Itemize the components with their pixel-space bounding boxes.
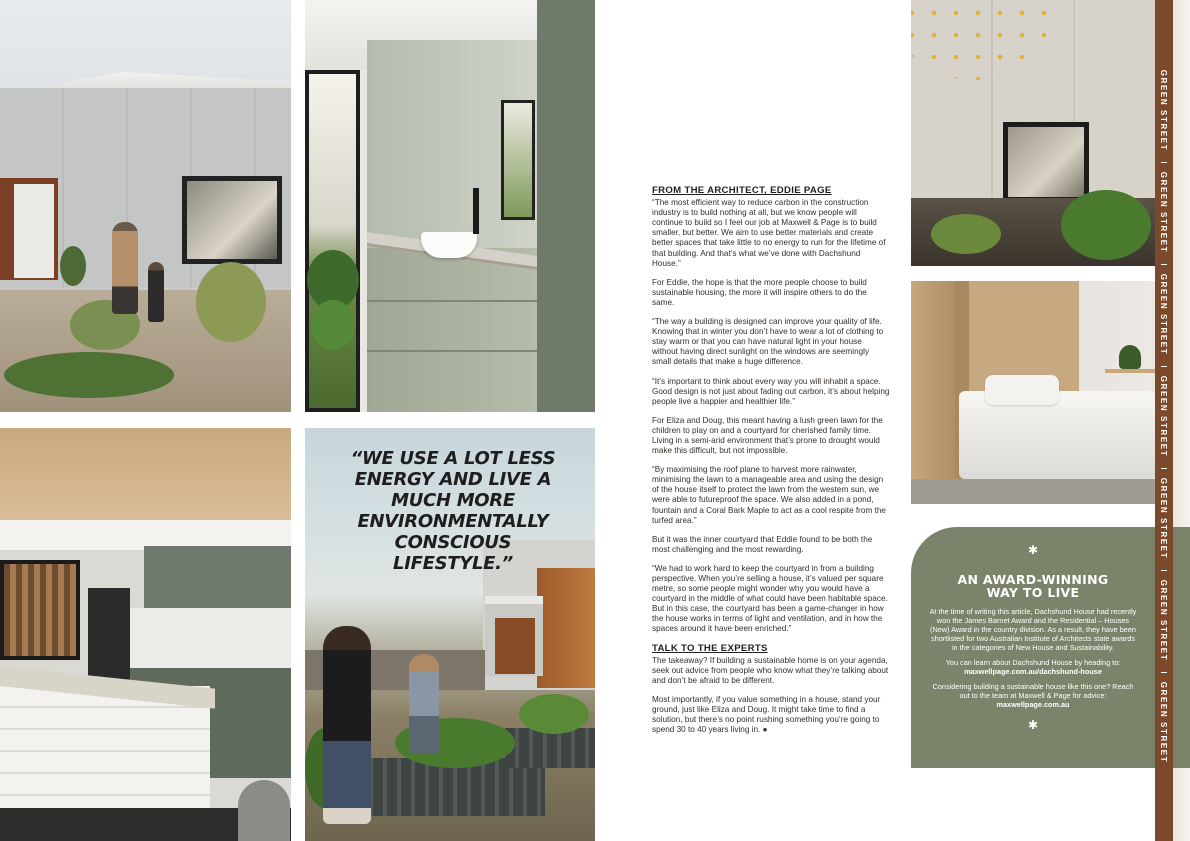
black-tap <box>473 188 479 234</box>
fridge <box>88 588 130 688</box>
courtyard-window <box>1003 122 1089 202</box>
section-label-text: GREEN STREET <box>1159 477 1169 559</box>
indoor-plant <box>311 300 355 350</box>
paragraph: “We had to work hard to keep the courtyard in from a building perspective. When you’re selling a house, it’s valued per square metre, so some people might wonder why you would have a courtyard in the middle of what could have been habitable space. But in this case, the courtyard has been a game-changer in how the house works in terms of light and ventilation, and in how the spaces around it have been enriched.” <box>652 563 888 634</box>
section-label <box>1156 364 1172 468</box>
award-title-line: AN AWARD-WINNING <box>957 572 1109 587</box>
section-label <box>1156 262 1172 366</box>
star-icon: ✱ <box>1027 543 1039 557</box>
section-side-strip <box>1155 0 1190 841</box>
wardrobe <box>911 281 957 504</box>
paragraph: But it was the inner courtyard that Eddie found to be both the most challenging and the most rewarding. <box>652 534 873 554</box>
paragraph: Most importantly, if you value something in a house, stand your ground, just like Eliza and Doug. It might take time to find a solution, but there’s no point rushing something you’re going to spend 30 to 40 years living in. ● <box>652 694 881 735</box>
bedroom-photo <box>911 281 1155 504</box>
paragraph: “By maximising the roof plane to harvest more rainwater, minimising the lawn to a manageable area and using the design of the house itself to protect the lawn from the western sun, we were able to futureproof the space. We also added in a pond, fountain and a Coral Bark Maple to act as a cool respite from the turfed area.” <box>652 465 886 525</box>
section-heading: TALK TO THE EXPERTS <box>652 642 768 654</box>
shed <box>485 596 543 676</box>
vegetable-plants <box>519 694 589 734</box>
potted-plant <box>1119 345 1141 369</box>
raised-garden-bed <box>505 728 595 768</box>
article-column <box>652 186 890 744</box>
basin <box>421 232 477 258</box>
section-label-text: GREEN STREET <box>1159 681 1169 763</box>
garden-photo <box>305 428 595 841</box>
child-figure <box>409 654 439 754</box>
garden-shrub <box>60 246 86 286</box>
award-title <box>911 573 1155 599</box>
section-heading: FROM THE ARCHITECT, EDDIE PAGE <box>652 185 832 196</box>
section-label <box>1156 160 1172 264</box>
section-label-text: GREEN STREET <box>1159 273 1169 355</box>
drawer-line <box>367 350 537 352</box>
star-icon: ✱ <box>1027 718 1039 732</box>
mother-figure <box>323 626 371 824</box>
bedroom-floor <box>911 479 1155 504</box>
paragraph: “The most efficient way to reduce carbon in the construction industry is to build nothing at all, but we know people will continue to build so I feel our job at Maxwell & Page is to build smaller, but better. We aim to use better materials and create better spaces that take little to no energy to run for the lifetime of that building. And that’s what we’ve done with Dachshund House.” <box>652 198 886 268</box>
pillow <box>985 375 1059 405</box>
child-figure <box>148 262 164 322</box>
house-window <box>182 176 282 264</box>
award-body: At the time of writing this article, Dachshund House had recently won the James Barnet Award and the Residential – Houses (New) Award in the country division. As a result, they have been shortlisted for two Australian Institute of Architects state awards in the categories of New House and Sustainability. <box>929 607 1137 652</box>
paragraph: For Eliza and Doug, this meant having a lush green lawn for the children to play on and a courtyard for cherished family time. Living in a semi-arid environment that’s prone to drought would make this difficult, but not impossible. <box>652 415 883 456</box>
garden-shrub <box>4 352 174 398</box>
page-edge-green <box>1173 527 1190 768</box>
section-label-text: GREEN STREET <box>1159 579 1169 661</box>
bed <box>959 391 1155 479</box>
front-door <box>14 184 54 278</box>
timber-cladding <box>537 568 595 688</box>
section-label <box>1156 568 1172 672</box>
section-label-text: GREEN STREET <box>1159 171 1169 253</box>
section-label-text: GREEN STREET <box>1159 69 1169 151</box>
learn-text: You can learn about Dachshund House by heading to: <box>945 658 1121 667</box>
award-panel <box>911 527 1155 768</box>
vanity-cabinet <box>367 248 537 412</box>
kitchen-window <box>0 560 80 660</box>
upper-cabinets <box>144 546 291 608</box>
paragraph: “It’s important to think about every way you will inhabit a space. Good design is not just about fading out carbon, it’s about helping people live a happier and healthier life.” <box>652 376 890 406</box>
grasses <box>931 214 1001 254</box>
green-wall <box>537 0 595 412</box>
award-title-line: WAY TO LIVE <box>986 585 1080 600</box>
kitchen-photo <box>0 428 291 841</box>
consider-text: Considering building a sustainable house like this one? Reach out to the team at Maxwell & Page for advice: <box>932 682 1134 700</box>
section-label <box>1156 466 1172 570</box>
maxwellpage-link[interactable]: maxwellpage.com.au <box>996 700 1070 709</box>
bathroom-photo <box>305 0 595 412</box>
garden-shrub <box>196 262 266 342</box>
section-label-text: GREEN STREET <box>1159 375 1169 457</box>
courtyard-photo <box>911 0 1155 266</box>
house-exterior-photo <box>0 0 291 412</box>
drawer-line <box>367 300 537 302</box>
tall-window <box>305 70 360 412</box>
alcove-window <box>501 100 535 220</box>
mother-figure <box>112 222 138 314</box>
shelf <box>1105 369 1155 373</box>
paragraph: For Eddie, the hope is that the more people choose to build sustainable housing, the more it will inspire others to do the same. <box>652 277 867 307</box>
paragraph: The takeaway? If building a sustainable home is on your agenda, seek out advice from people who know what they’re talking about and don’t be afraid to be different. <box>652 655 889 685</box>
stool <box>238 780 290 841</box>
grasses <box>1061 190 1151 260</box>
award-learn <box>929 658 1137 676</box>
paragraph: “The way a building is designed can improve your quality of life. Knowing that in winter you don’t have to wear a lot of clothing to stay warm or that you can have natural light in your house without having direct sunlight on the windows are seemingly small details that make a huge difference. <box>652 317 884 367</box>
section-label <box>1156 670 1172 774</box>
award-consider <box>929 682 1137 709</box>
splashback <box>130 608 291 668</box>
section-label <box>1156 58 1172 162</box>
pull-quote: “WE USE A LOT LESS ENERGY AND LIVE A MUCH MORE ENVIRONMENTALLY CONSCIOUS LIFESTYLE.” <box>350 448 556 574</box>
dachshund-house-link[interactable]: maxwellpage.com.au/dachshund-house <box>964 667 1102 676</box>
